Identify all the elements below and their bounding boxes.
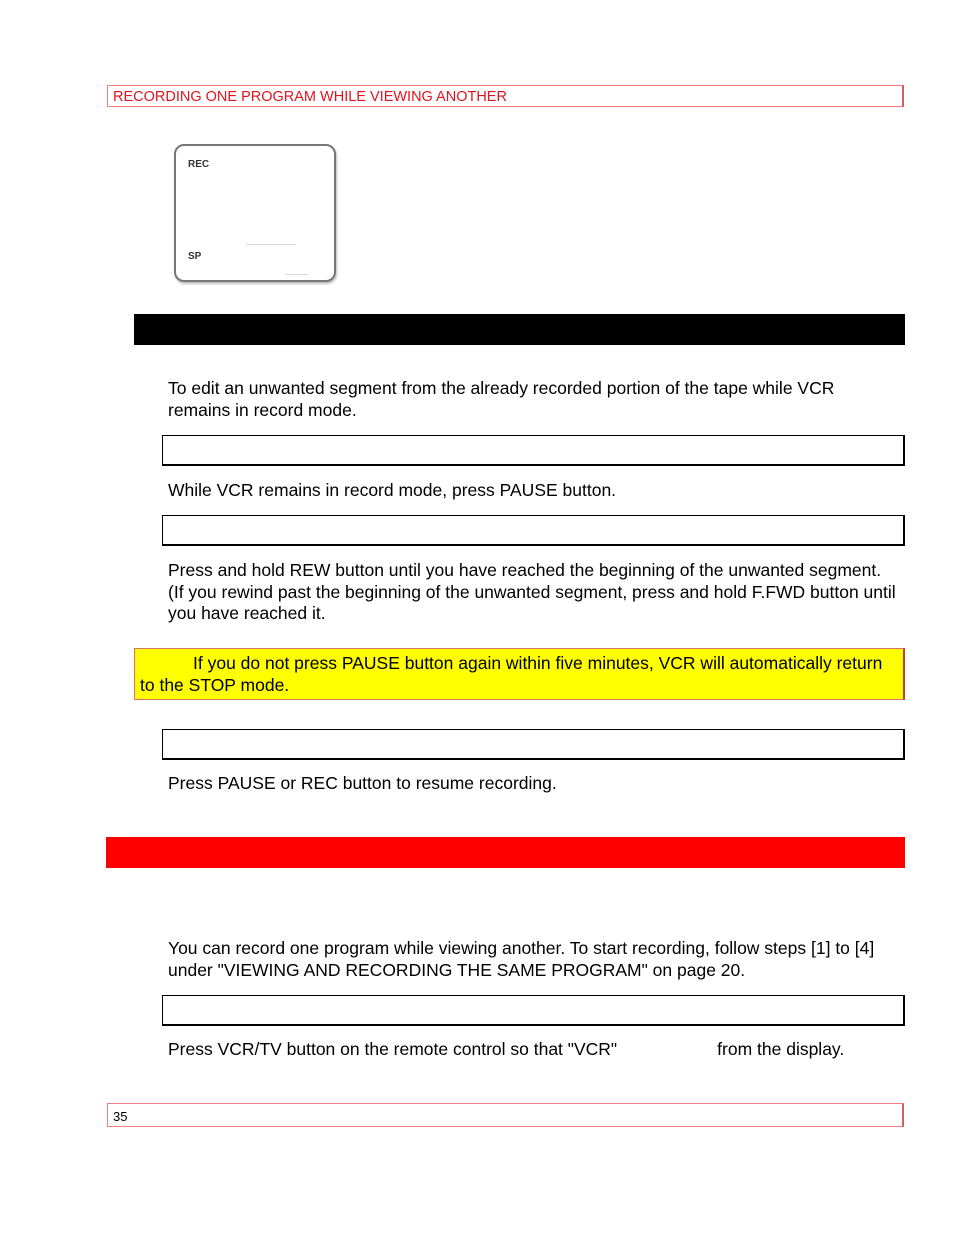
edit-step-2-text: Press and hold REW button until you have reached the beginning of the unwanted segment. (If you rewind past the beginning of the unwanted segment, press and hold F.FWD button until you have reached it. [168, 560, 896, 624]
page-number: 35 [113, 1109, 128, 1124]
osd-rec-label: REC [188, 159, 210, 170]
edit-intro-paragraph: To edit an unwanted segment from the already recorded portion of the tape while VCR remains in record mode. [168, 378, 835, 420]
edit-step-3-text: Press PAUSE or REC button to resume recording. [168, 773, 557, 793]
step-heading-box-2 [162, 515, 905, 546]
page-footer [107, 1103, 904, 1127]
record-view-step-1-text-b: from the display. [717, 1039, 845, 1059]
running-header [107, 85, 904, 107]
section-heading-bar-edit [134, 314, 905, 345]
step-heading-box-4 [162, 995, 905, 1026]
on-screen-display-illustration [174, 144, 336, 282]
running-header-title: RECORDING ONE PROGRAM WHILE VIEWING ANOTHER [113, 89, 507, 105]
record-view-step-1-text-a: Press VCR/TV button on the remote control so that "VCR" [168, 1039, 618, 1059]
record-view-step-1 [168, 1039, 898, 1061]
step-heading-box-1 [162, 435, 905, 466]
note-text: If you do not press PAUSE button again within five minutes, VCR will automatically return to the STOP mode. [140, 653, 883, 695]
osd-scan-line [246, 244, 296, 245]
edit-step-1-text: While VCR remains in record mode, press PAUSE button. [168, 480, 617, 500]
section-heading-bar-record-view [106, 837, 905, 868]
osd-scan-line [286, 274, 308, 275]
note-box [134, 648, 905, 700]
record-view-intro-paragraph: You can record one program while viewing another. To start recording, follow steps [1] to [4] under "VIEWING AND RECORDING THE SAME PROGRAM" on page 20. [168, 938, 875, 980]
osd-speed-label: SP [188, 251, 202, 262]
step-heading-box-3 [162, 729, 905, 760]
